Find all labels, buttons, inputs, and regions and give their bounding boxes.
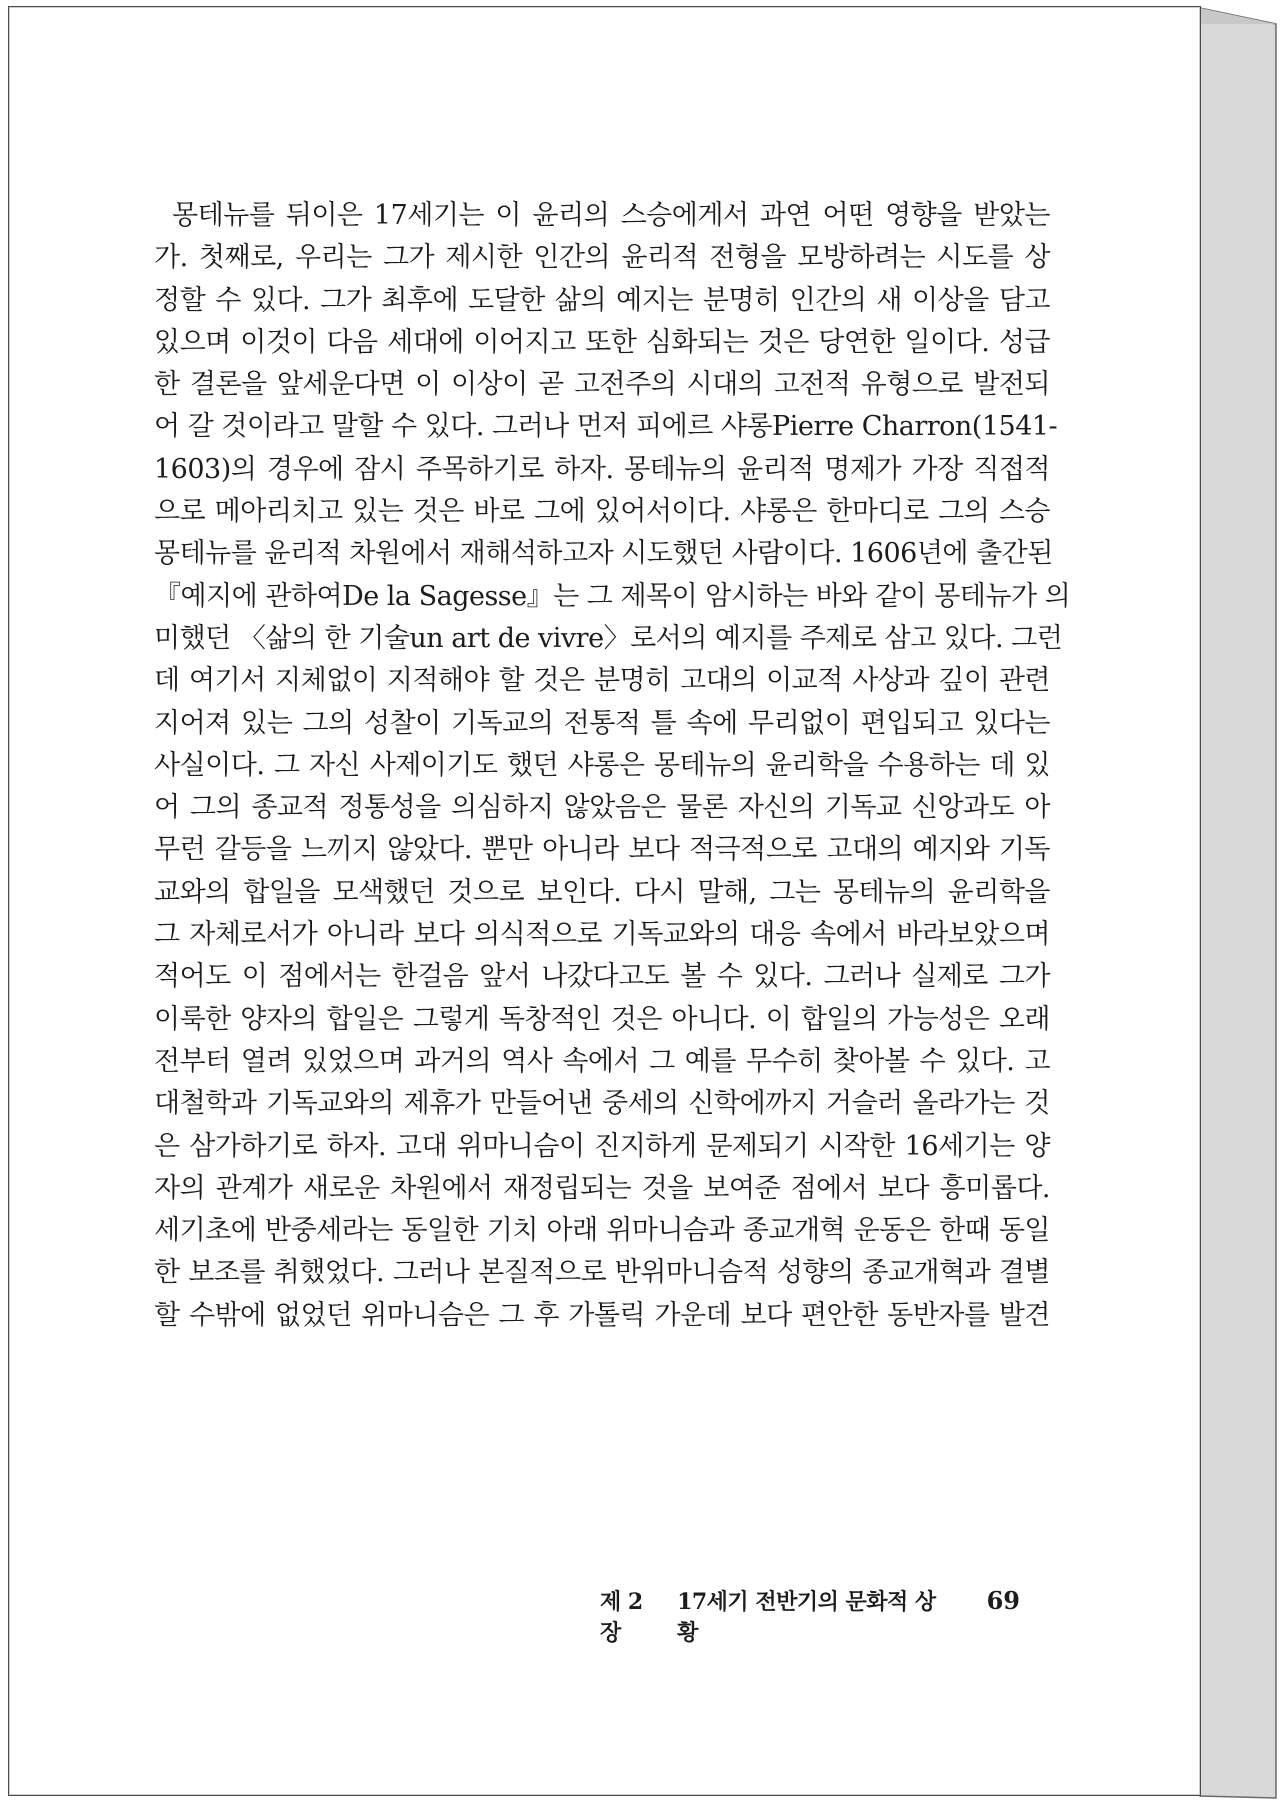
text-line: 데 여기서 지체없이 지적해야 할 것은 분명히 고대의 이교적 사상과 깊이 관련 xyxy=(154,665,1050,697)
text-line: 지어져 있는 그의 성찰이 기독교의 전통적 틀 속에 무리없이 편입되고 있다는 xyxy=(154,707,1050,739)
text-line: 세기초에 반중세라는 동일한 기치 아래 위마니슴과 종교개혁 운동은 한때 동일 xyxy=(154,1215,1050,1247)
text-line: 전부터 열려 있었으며 과거의 역사 속에서 그 예를 무수히 찾아볼 수 있다. 고 xyxy=(154,1045,1050,1077)
text-line: 대철학과 기독교와의 제휴가 만들어낸 중세의 신학에까지 거슬러 올라가는 것 xyxy=(154,1088,1050,1120)
page-number: 69 xyxy=(986,1586,1020,1615)
text-line: 이룩한 양자의 합일은 그렇게 독창적인 것은 아니다. 이 합일의 가능성은 오래 xyxy=(154,1003,1050,1035)
text-line: 무런 갈등을 느끼지 않았다. 뿐만 아니라 보다 적극적으로 고대의 예지와 기독 xyxy=(154,834,1050,866)
chapter-title: 17세기 전반기의 문화적 상황 xyxy=(677,1589,936,1646)
text-line: 1603)의 경우에 잠시 주목하기로 하자. 몽테뉴의 윤리적 명제가 가장 직접적 xyxy=(154,453,1050,485)
text-line: 몽테뉴를 윤리적 차원에서 재해석하고자 시도했던 사람이다. 1606년에 출간된 xyxy=(154,538,1053,570)
text-line: 미했던 〈삶의 한 기술un art de vivre〉로서의 예지를 주제로 삼고 있다. 그런 xyxy=(154,622,1063,654)
text-line: 교와의 합일을 모색했던 것으로 보인다. 다시 말해, 그는 몽테뉴의 윤리학을 xyxy=(154,876,1050,908)
running-footer xyxy=(600,1585,1020,1647)
text-line: 『예지에 관하여De la Sagesse』는 그 제목이 암시하는 바와 같이 몽테뉴가 의 xyxy=(154,580,1071,612)
text-line: 사실이다. 그 자신 사제이기도 했던 샤롱은 몽테뉴의 윤리학을 수용하는 데 있 xyxy=(154,749,1050,781)
chapter-number: 제 2장 xyxy=(600,1589,643,1646)
text-line: 그 자체로서가 아니라 보다 의식적으로 기독교와의 대응 속에서 바라보았으며 xyxy=(154,919,1050,951)
text-line: 어 갈 것이라고 말할 수 있다. 그러나 먼저 피에르 샤롱Pierre Charron(1541- xyxy=(154,411,1058,443)
text-line: 한 결론을 앞세운다면 이 이상이 곧 고전주의 시대의 고전적 유형으로 발전되 xyxy=(154,369,1050,401)
text-line: 적어도 이 점에서는 한걸음 앞서 나갔다고도 볼 수 있다. 그러나 실제로 그가 xyxy=(154,961,1050,993)
text-line: 있으며 이것이 다음 세대에 이어지고 또한 심화되는 것은 당연한 일이다. 성급 xyxy=(154,326,1050,358)
text-line: 자의 관계가 새로운 차원에서 재정립되는 것을 보여준 점에서 보다 흥미롭다. xyxy=(154,1172,1050,1204)
text-line: 정할 수 있다. 그가 최후에 도달한 삶의 예지는 분명히 인간의 새 이상을 담고 xyxy=(154,284,1050,316)
text-line: 몽테뉴를 뒤이은 17세기는 이 윤리의 스승에게서 과연 어떤 영향을 받았는 xyxy=(172,200,1050,231)
text-line: 은 삼가하기로 하자. 고대 위마니슴이 진지하게 문제되기 시작한 16세기는 양 xyxy=(154,1130,1050,1162)
text-line: 어 그의 종교적 정통성을 의심하지 않았음은 물론 자신의 기독교 신앙과도 아 xyxy=(154,792,1050,824)
text-line: 할 수밖에 없었던 위마니슴은 그 후 가톨릭 가운데 보다 편안한 동반자를 발견 xyxy=(154,1299,1050,1331)
page-edge-side xyxy=(1200,8,1276,1798)
body-text xyxy=(154,195,1071,1337)
text-line: 으로 메아리치고 있는 것은 바로 그에 있어서이다. 샤롱은 한마디로 그의 스승 xyxy=(154,496,1050,528)
text-line: 한 보조를 취했었다. 그러나 본질적으로 반위마니슴적 성향의 종교개혁과 결별 xyxy=(154,1257,1050,1289)
text-line: 가. 첫째로, 우리는 그가 제시한 인간의 윤리적 전형을 모방하려는 시도를 상 xyxy=(154,242,1050,274)
